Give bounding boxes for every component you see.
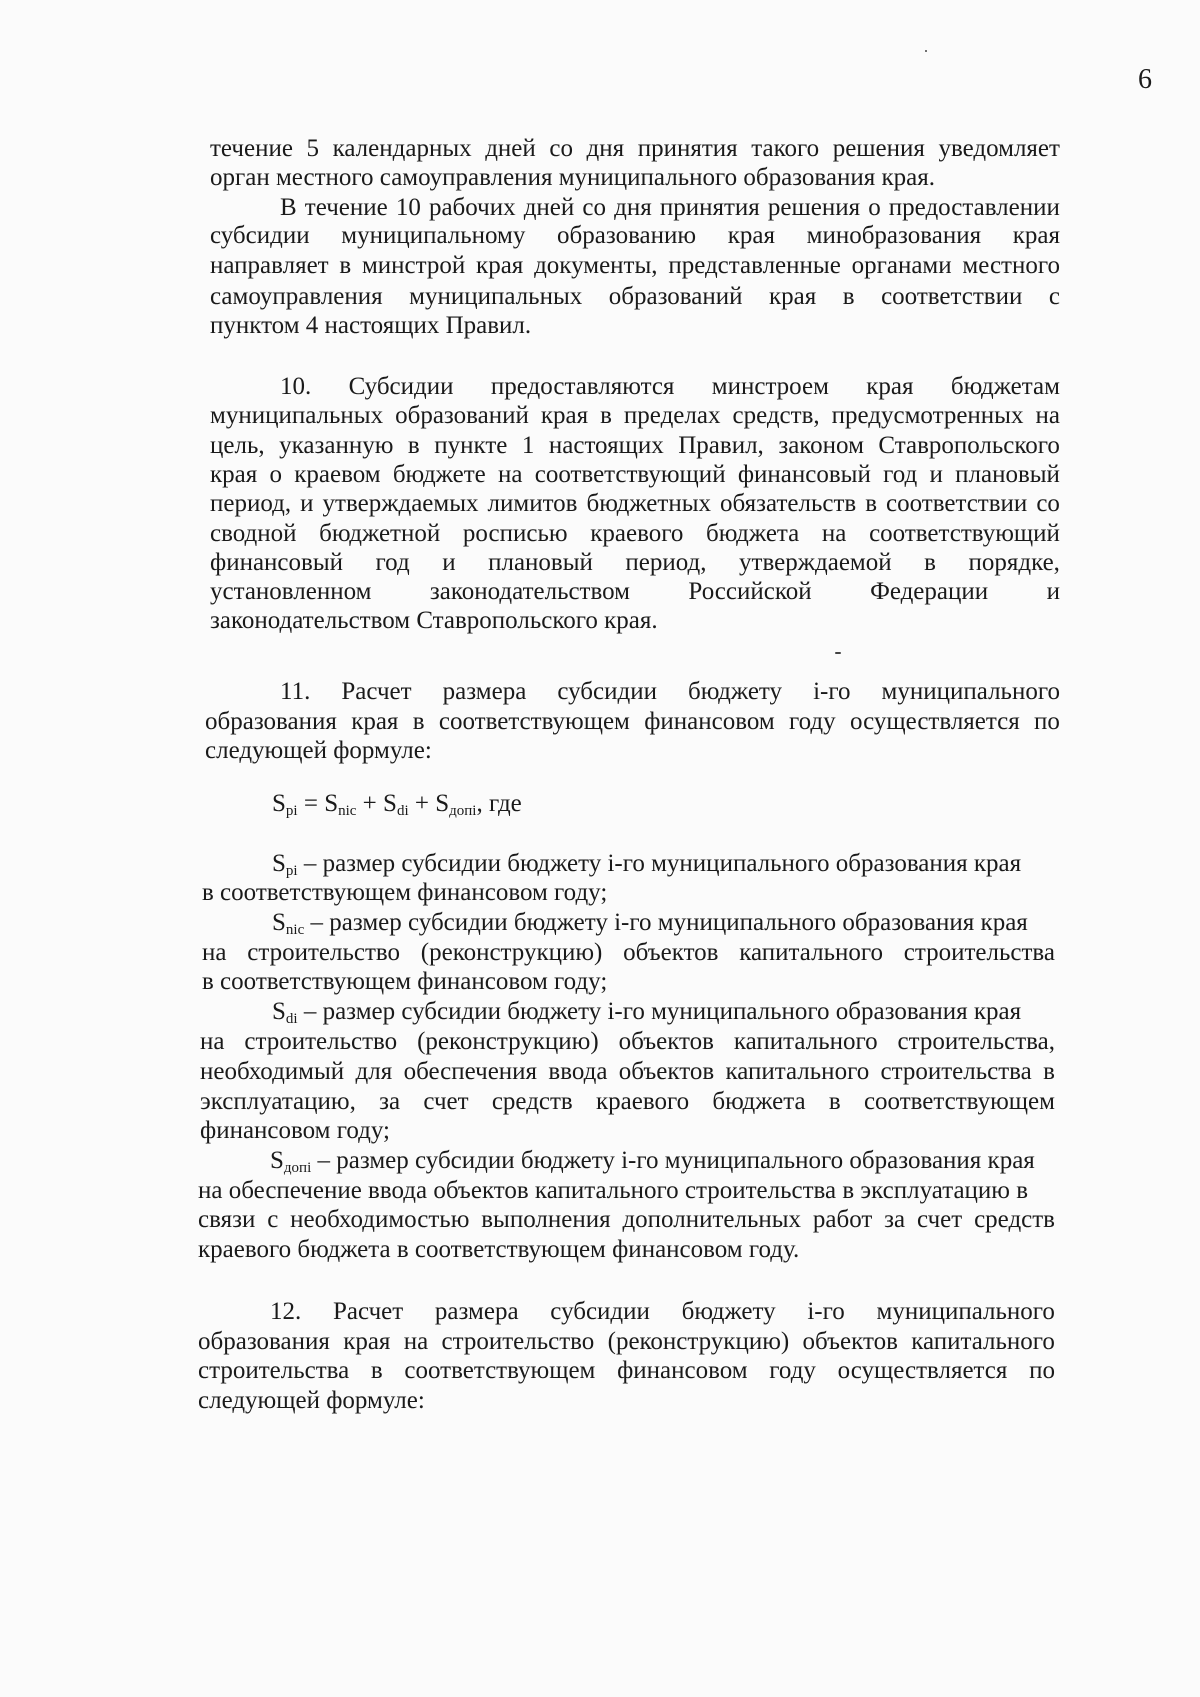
word: строительства, (897, 1028, 1055, 1055)
word: на (202, 939, 227, 966)
word: бюджетам (950, 373, 1060, 400)
text-line: пунктом 4 настоящих Правил. (210, 312, 532, 339)
text-line (198, 1204, 1055, 1235)
word: на (200, 1028, 225, 1055)
word: осуществляется (837, 1357, 1008, 1384)
text-line: законодательством Ставропольского края. (210, 607, 658, 634)
word: размера (434, 1298, 519, 1325)
word: обязательств (720, 490, 857, 517)
word: Ставропольского (878, 432, 1060, 459)
word: бюджетных (586, 490, 712, 517)
text-line (210, 430, 1060, 461)
text-line: на обеспечение ввода объектов капитального строительства в эксплуатацию в (198, 1177, 1029, 1204)
word: о (868, 194, 881, 221)
word: необходимый (200, 1058, 345, 1085)
text-line (198, 1355, 1055, 1386)
scan-speck (925, 50, 927, 52)
word: плановый (955, 461, 1060, 488)
word: предоставлении (888, 194, 1060, 221)
word: субсидии (210, 222, 310, 249)
word: края (540, 402, 589, 429)
text-line (272, 907, 1028, 938)
word: (реконструкцию) (417, 1028, 599, 1055)
word: обеспечения (403, 1058, 538, 1085)
text-line (202, 937, 1055, 968)
symbol-s: S (383, 790, 397, 817)
word: краевом (294, 461, 381, 488)
word: настоящих (548, 432, 664, 459)
word: 11. (280, 678, 311, 705)
word: пункте (434, 432, 508, 459)
symbol-s: S (272, 850, 286, 877)
word: муниципальных (409, 283, 583, 310)
word: со (549, 135, 573, 162)
subscript: pi (285, 863, 298, 879)
text-line (210, 488, 1060, 519)
word: средств (491, 1088, 573, 1115)
word: счет (423, 1088, 469, 1115)
word: края (866, 373, 914, 400)
word: бюджетной (319, 520, 441, 547)
text-line (270, 1296, 1055, 1327)
word: минстроем (711, 373, 829, 400)
word: 5 (306, 135, 320, 162)
word: образований (608, 283, 743, 310)
word: году (769, 1357, 816, 1384)
word: капитального (911, 1328, 1055, 1355)
word: Субсидии (348, 373, 454, 400)
word: году (789, 708, 836, 735)
text-line (200, 1026, 1055, 1057)
word: соответствующем (863, 1088, 1055, 1115)
word: по (1029, 1357, 1055, 1384)
word: дня (586, 135, 625, 162)
word: (реконструкцию) (607, 1328, 790, 1355)
word: со (1036, 490, 1060, 517)
word: муниципальному (341, 222, 526, 249)
word: указанную (279, 432, 394, 459)
word: образований (395, 402, 529, 429)
word: течение (304, 194, 388, 221)
text-line (205, 706, 1060, 737)
word: и (929, 461, 943, 488)
subscript-dopi: допi (449, 803, 477, 819)
text-line: следующей формуле: (205, 737, 432, 764)
text-line (210, 459, 1060, 490)
symbol-s: S (270, 1147, 284, 1174)
text-line: краевого бюджета в соответствующем финансовом году. (198, 1236, 800, 1263)
word: бюджете (392, 461, 486, 488)
subscript-di: di (396, 803, 409, 819)
word: в (842, 283, 855, 310)
word: с (267, 1206, 279, 1233)
word: строительство (247, 939, 401, 966)
word: законом (778, 432, 864, 459)
subscript: nic (285, 922, 305, 938)
word: финансовом (617, 1357, 748, 1384)
word: финансовый (210, 549, 344, 576)
word: размера (442, 678, 527, 705)
definition-text: – размер субсидии бюджету i-го муниципального образования края (311, 1147, 1035, 1174)
word: финансовый (737, 461, 871, 488)
word: Правил, (678, 432, 764, 459)
word: строительства (880, 1058, 1032, 1085)
word: за (884, 1206, 906, 1233)
subscript: di (285, 1011, 298, 1027)
text-line: в соответствующем финансовом году; (202, 879, 608, 906)
word: принятия (637, 135, 738, 162)
definition-text: – размер субсидии бюджету i-го муниципального образования края (297, 998, 1022, 1025)
word: год (375, 549, 410, 576)
word: рабочих (428, 194, 516, 221)
word: на (1035, 402, 1060, 429)
word: края (210, 461, 258, 488)
text-line: в соответствующем финансовом году; (202, 968, 608, 995)
word: пределах (623, 402, 721, 429)
text-line: орган местного самоуправления муниципального образования края. (210, 164, 935, 191)
word: строительство (441, 1328, 595, 1355)
word: капитального (739, 939, 883, 966)
word: края (727, 222, 775, 249)
word: на (821, 520, 847, 547)
word: в (600, 402, 612, 429)
word: строительство (244, 1028, 398, 1055)
definition-text: – размер субсидии бюджету i-го муниципального образования края (304, 909, 1028, 936)
word: образования (198, 1328, 330, 1355)
formula-spi (272, 788, 522, 819)
symbol-s: S (272, 790, 286, 817)
word: в (339, 252, 352, 279)
word: муниципального (876, 1298, 1055, 1325)
word: минобразования (806, 222, 982, 249)
word: В (280, 194, 297, 221)
word: объектов (802, 1328, 898, 1355)
word: для (355, 1058, 393, 1085)
word: соответствующий (534, 461, 726, 488)
word: бюджета (706, 520, 800, 547)
text-line (198, 1326, 1055, 1357)
word: в (370, 1357, 383, 1384)
word: 10. (280, 373, 312, 400)
word: утверждаемой (739, 549, 892, 576)
word: принятия (659, 194, 760, 221)
word: осуществляется (849, 708, 1020, 735)
word: и (1046, 578, 1060, 605)
formula-tail: , где (476, 790, 522, 817)
word: соответствующем (438, 708, 630, 735)
word: направляет (210, 252, 329, 279)
word: края (351, 708, 399, 735)
word: плановый (488, 549, 593, 576)
word: образования (205, 708, 337, 735)
text-line (280, 192, 1060, 223)
word: установленном (210, 578, 372, 605)
word: муниципального (881, 678, 1060, 705)
word: календарных (332, 135, 472, 162)
word: необходимостью (290, 1206, 470, 1233)
word: порядке, (968, 549, 1060, 576)
symbol-s: S (272, 909, 286, 936)
word: 10 (395, 194, 421, 221)
word: субсидии (550, 1298, 650, 1325)
word: предусмотренных (831, 402, 1024, 429)
word: бюджету (688, 678, 783, 705)
word: средств (974, 1206, 1055, 1233)
text-line (200, 1086, 1055, 1117)
word: в (828, 1088, 841, 1115)
word: края (343, 1328, 391, 1355)
subscript-nic: nic (338, 803, 357, 819)
word: органами (851, 252, 952, 279)
word: края (1012, 222, 1060, 249)
word: дней (485, 135, 536, 162)
word: сводной (210, 520, 297, 547)
word: эксплуатацию, (200, 1088, 356, 1115)
word: предоставляются (490, 373, 675, 400)
word: образованию (557, 222, 697, 249)
word: Расчет (341, 678, 412, 705)
plus-sign: + (408, 790, 436, 817)
word: минстрой (361, 252, 466, 279)
word: лимитов (487, 490, 578, 517)
word: решения (832, 135, 925, 162)
word: в (1043, 1058, 1055, 1085)
text-line (210, 400, 1060, 431)
definition-text: – размер субсидии бюджету i-го муниципального образования края (297, 850, 1022, 877)
word: муниципальных (210, 402, 384, 429)
word: краевого (590, 520, 684, 547)
symbol-s: S (324, 790, 339, 817)
word: работ (812, 1206, 873, 1233)
word: цель, (210, 432, 265, 459)
equals-sign: = (297, 790, 325, 817)
word: бюджету (681, 1298, 776, 1325)
symbol-s: S (272, 998, 286, 1025)
word: связи (198, 1206, 256, 1233)
word: в (924, 549, 936, 576)
word: период, (625, 549, 707, 576)
word: в (865, 490, 878, 517)
text-line (210, 281, 1060, 312)
word: течение (210, 135, 293, 162)
word: такого (751, 135, 820, 162)
word: строительства (198, 1357, 350, 1384)
word: объектов (623, 939, 719, 966)
word: Российской (688, 578, 812, 605)
text-line (200, 1056, 1055, 1087)
word: объектов (618, 1058, 715, 1085)
word: края (769, 283, 817, 310)
word: края (476, 252, 524, 279)
text-line (210, 250, 1060, 281)
word: представленные (668, 252, 841, 279)
text-line (210, 220, 1060, 251)
word: выполнения (481, 1206, 611, 1233)
word: финансовом (644, 708, 775, 735)
text-line (270, 1145, 1035, 1176)
symbol-s: S (435, 790, 450, 817)
word: и (300, 490, 314, 517)
word: средств, (732, 402, 820, 429)
word: за (379, 1088, 401, 1115)
word: местного (962, 252, 1060, 279)
page-number: 6 (1138, 64, 1152, 95)
text-line (210, 547, 1060, 578)
word: со (582, 194, 606, 221)
word: объектов (618, 1028, 714, 1055)
word: краевого (596, 1088, 690, 1115)
word: субсидии (557, 678, 657, 705)
text-line (210, 576, 1060, 607)
word: самоуправления (210, 283, 383, 310)
word: бюджета (712, 1088, 806, 1115)
word: капитального (725, 1058, 870, 1085)
subscript-pi: pi (285, 803, 298, 819)
word: на (403, 1328, 429, 1355)
text-line (280, 371, 1060, 402)
plus-sign: + (356, 790, 384, 817)
word: в (412, 708, 425, 735)
word: уведомляет (938, 135, 1060, 162)
word: о (269, 461, 282, 488)
word: строительства (903, 939, 1055, 966)
text-line (272, 848, 1021, 879)
word: с (1048, 283, 1060, 310)
word: Расчет (332, 1298, 404, 1325)
word: утверждаемых (322, 490, 479, 517)
word: 1 (521, 432, 535, 459)
word: в (407, 432, 420, 459)
subscript: допi (283, 1160, 312, 1176)
text-line: следующей формуле: (198, 1387, 425, 1414)
word: соответствии (886, 490, 1028, 517)
scan-speck (835, 652, 841, 654)
word: счет (917, 1206, 963, 1233)
word: на (498, 461, 523, 488)
word: год (883, 461, 918, 488)
text-line (280, 676, 1060, 707)
text-line: финансовом году; (200, 1117, 391, 1144)
text-line (210, 518, 1060, 549)
word: период, (210, 490, 292, 517)
word: i-го (813, 678, 851, 705)
word: соответствующем (404, 1357, 596, 1384)
word: соответствии (881, 283, 1023, 310)
word: Федерации (870, 578, 989, 605)
word: i-го (807, 1298, 845, 1325)
word: (реконструкцию) (420, 939, 603, 966)
word: документы, (534, 252, 658, 279)
word: по (1034, 708, 1060, 735)
word: капитального (733, 1028, 878, 1055)
word: дней (523, 194, 575, 221)
word: дополнительных (622, 1206, 802, 1233)
text-line (210, 133, 1060, 164)
word: соответствующий (869, 520, 1060, 547)
word: и (442, 549, 456, 576)
word: решения (767, 194, 861, 221)
word: законодательством (429, 578, 630, 605)
word: росписью (462, 520, 568, 547)
text-line (272, 996, 1021, 1027)
word: 12. (270, 1298, 302, 1325)
word: ввода (548, 1058, 608, 1085)
word: дня (614, 194, 652, 221)
